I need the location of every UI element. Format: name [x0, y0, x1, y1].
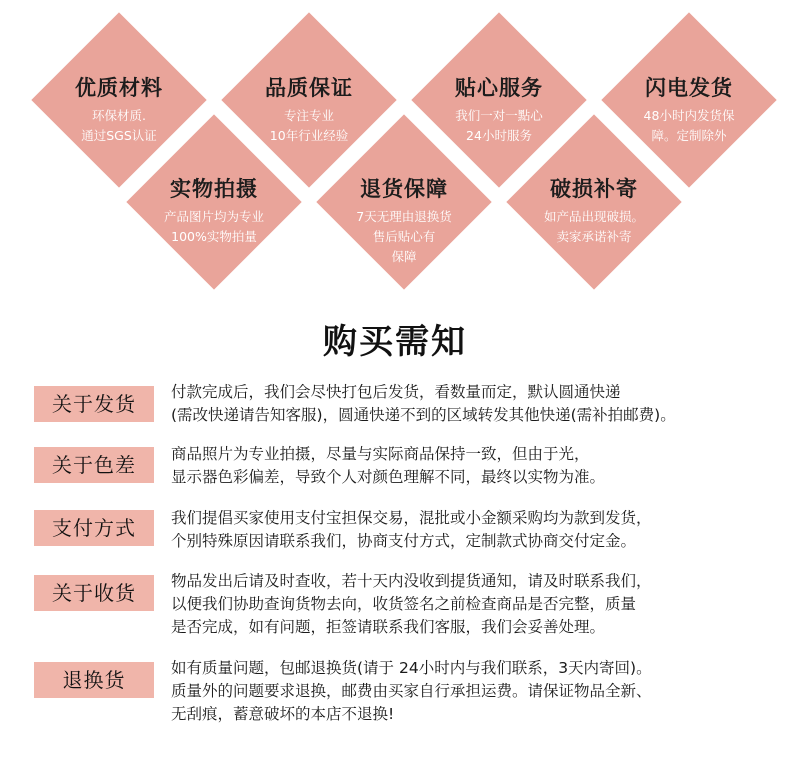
feature-quality-assurance	[234, 74, 384, 146]
section-label-shipping: 关于发货	[34, 386, 154, 422]
feature-line: 10年行业经验	[269, 128, 349, 143]
section-label-receiving: 关于收货	[34, 575, 154, 611]
feature-return-guarantee	[329, 175, 479, 267]
feature-title: 闪电发货	[645, 76, 733, 100]
section-body-color	[171, 443, 783, 489]
feature-line: 专注专业	[283, 108, 334, 123]
feature-line: 24小时服务	[466, 128, 532, 143]
section-label-payment: 支付方式	[34, 510, 154, 546]
feature-line: 障。定制除外	[651, 128, 727, 143]
section-line: 如有质量问题，包邮退换货(请于 24小时内与我们联系，3天内寄回)。	[171, 659, 652, 677]
section-line: 物品发出后请及时查收，若十天内没收到提货通知，请及时联系我们，	[171, 572, 652, 590]
section-line: 付款完成后，我们会尽快打包后发货，看数量而定，默认圆通快递	[171, 383, 621, 401]
feature-line: 卖家承诺补寄	[556, 229, 632, 244]
feature-title: 退货保障	[360, 177, 448, 201]
feature-line: 100%实物拍量	[171, 229, 257, 244]
feature-title: 优质材料	[75, 76, 163, 100]
feature-title: 品质保证	[265, 76, 353, 100]
feature-line: 我们一对一點心	[455, 108, 543, 123]
section-label-returns: 退换货	[34, 662, 154, 698]
feature-title: 实物拍摄	[170, 177, 258, 201]
feature-line: 通过SGS认证	[81, 128, 157, 143]
section-line: 无刮痕，蓄意破坏的本店不退换!	[171, 705, 395, 723]
section-line: 商品照片为专业拍摄，尽量与实际商品保持一致，但由于光，	[171, 445, 590, 463]
section-line: 质量外的问题要求退换，邮费由买家自行承担运费。请保证物品全新、	[171, 682, 652, 700]
section-line: 个别特殊原因请联系我们，协商支付方式，定制款式协商交付定金。	[171, 532, 637, 550]
feature-line: 售后贴心有	[372, 229, 436, 244]
feature-real-photos	[139, 175, 289, 247]
feature-line: 如产品出现破损。	[543, 209, 644, 224]
feature-quality-material	[44, 74, 194, 146]
feature-line: 7天无理由退换货	[356, 209, 452, 224]
section-line: 显示器色彩偏差，导致个人对颜色理解不同，最终以实物为准。	[171, 468, 606, 486]
feature-title: 破损补寄	[550, 177, 638, 201]
section-body-receiving	[171, 570, 783, 639]
section-body-payment	[171, 507, 783, 553]
feature-line: 保障	[391, 249, 417, 264]
feature-fast-shipping	[614, 74, 764, 146]
section-line: 以便我们协助查询货物去向，收货签名之前检查商品是否完整，质量	[171, 595, 637, 613]
feature-damage-resend	[519, 175, 669, 247]
section-line: (需改快递请告知客服)，圆通快递不到的区域转发其他快递(需补拍邮费)。	[171, 406, 676, 424]
section-line: 我们提倡买家使用支付宝担保交易，混批或小金额采购均为款到发货，	[171, 509, 652, 527]
section-label-color: 关于色差	[34, 447, 154, 483]
section-line: 是否完成，如有问题，拒签请联系我们客服，我们会妥善处理。	[171, 618, 606, 636]
feature-title: 贴心服务	[455, 76, 543, 100]
page-title: 购买需知	[323, 322, 467, 362]
section-body-returns	[171, 657, 783, 726]
feature-line: 48小时内发货保	[643, 108, 735, 123]
feature-line: 环保材质.	[92, 108, 146, 123]
feature-line: 产品图片均为专业	[163, 209, 264, 224]
section-body-shipping	[171, 381, 783, 427]
feature-caring-service	[424, 74, 574, 146]
